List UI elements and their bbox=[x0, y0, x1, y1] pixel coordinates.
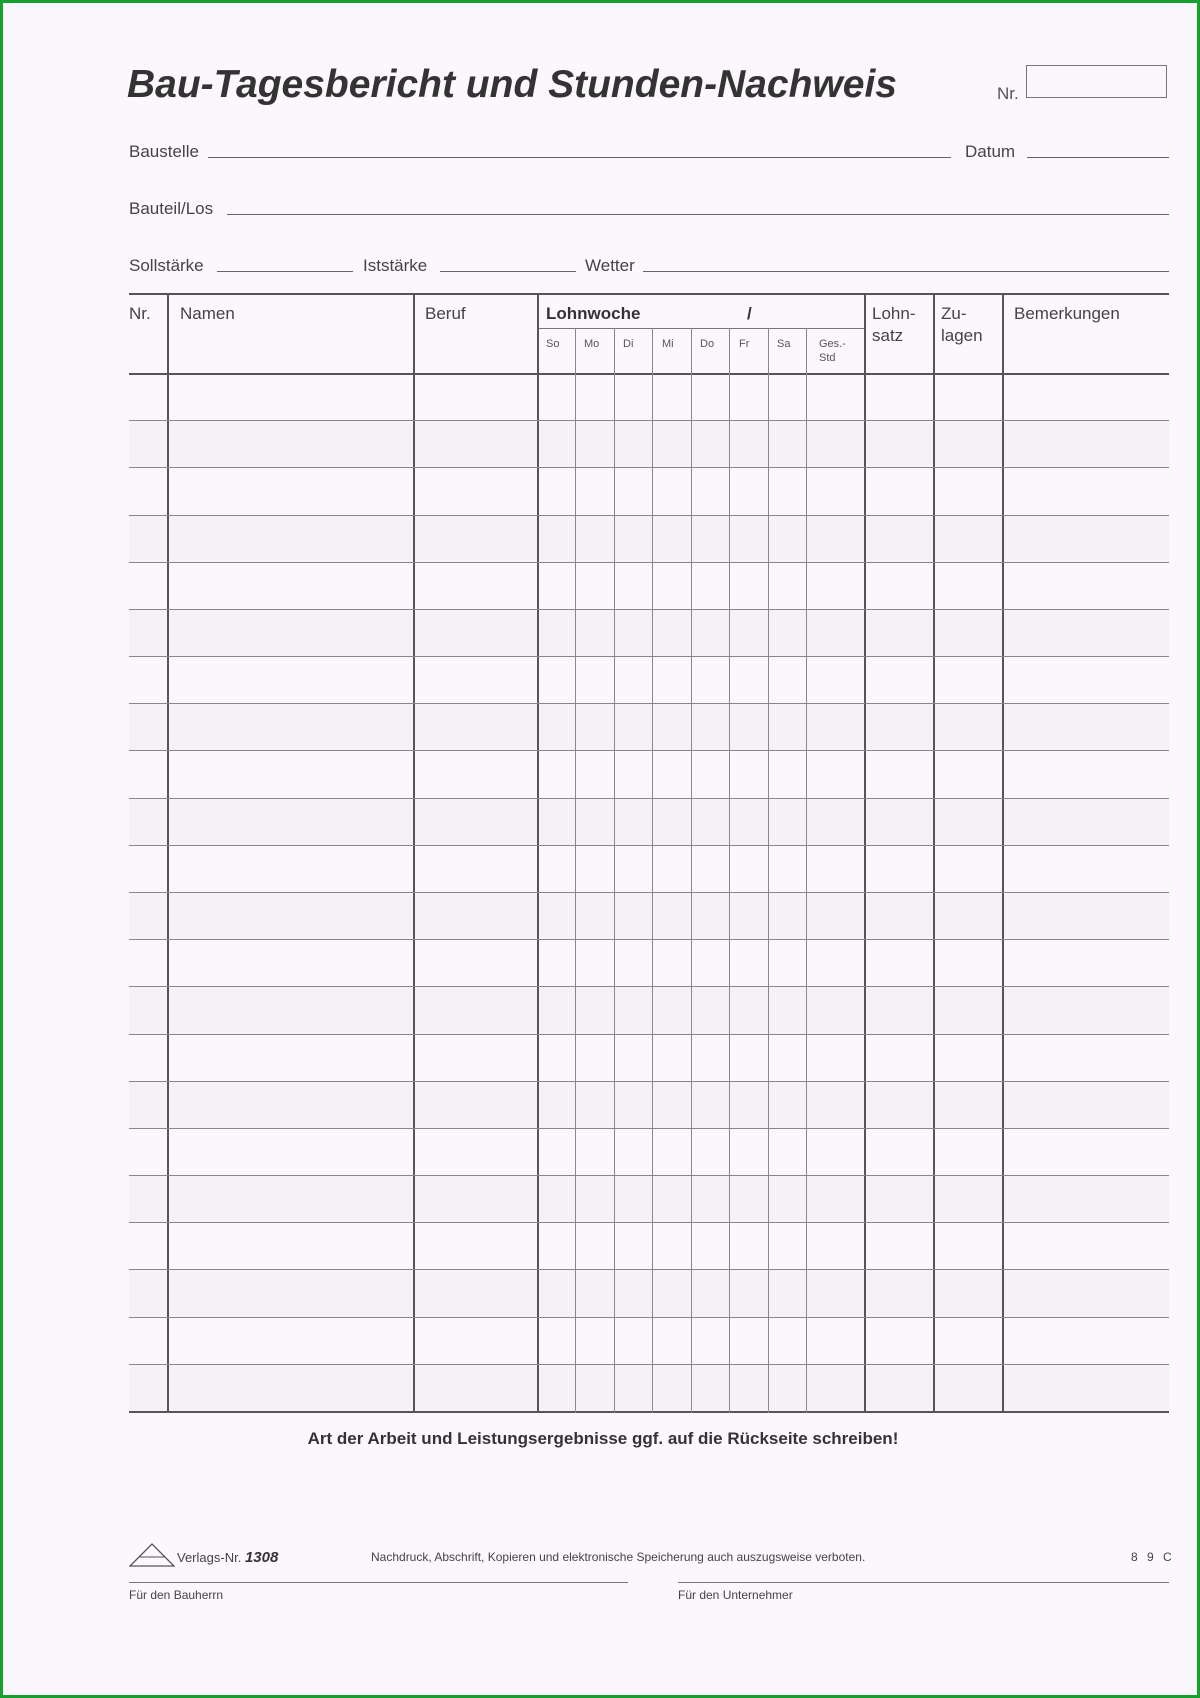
table-row[interactable] bbox=[129, 1035, 1169, 1081]
table-header-border bbox=[129, 373, 1169, 375]
header-beruf: Beruf bbox=[425, 304, 466, 323]
table-top-border bbox=[129, 293, 1169, 295]
day-ges-line2: Std bbox=[819, 352, 836, 364]
datum-label: Datum bbox=[965, 142, 1016, 161]
sollstaerke-field[interactable] bbox=[217, 271, 353, 272]
header-lohnwoche-separator: / bbox=[747, 304, 752, 323]
iststaerke-label: Iststärke bbox=[363, 256, 428, 275]
verlag-info bbox=[177, 1549, 278, 1566]
signature-label-bauherr: Für den Bauherrn bbox=[129, 1588, 224, 1602]
table-row-divider bbox=[129, 1128, 1169, 1129]
table-row[interactable] bbox=[129, 468, 1169, 514]
signature-line-bauherr[interactable] bbox=[129, 1582, 628, 1583]
publisher-logo-icon bbox=[129, 1543, 175, 1567]
table-row[interactable] bbox=[129, 893, 1169, 939]
table-row-divider bbox=[129, 1222, 1169, 1223]
day-col-divider bbox=[768, 328, 769, 1413]
table-row-divider bbox=[129, 1317, 1169, 1318]
header-namen: Namen bbox=[180, 304, 235, 323]
table-row[interactable] bbox=[129, 1318, 1169, 1364]
bauteil-label: Bauteil/Los bbox=[129, 199, 214, 218]
table-row[interactable] bbox=[129, 987, 1169, 1033]
header-lohnsatz-line1: Lohn- bbox=[872, 304, 916, 323]
back-side-note: Art der Arbeit und Leistungsergebnisse ggf. auf die Rückseite schreiben! bbox=[307, 1429, 899, 1448]
bauteil-field[interactable] bbox=[227, 214, 1169, 215]
table-row-divider bbox=[129, 1269, 1169, 1270]
header-bemerkungen: Bemerkungen bbox=[1014, 304, 1120, 323]
table-row[interactable] bbox=[129, 1129, 1169, 1175]
table-row[interactable] bbox=[129, 421, 1169, 467]
table-row-divider bbox=[129, 515, 1169, 516]
table-row-divider bbox=[129, 562, 1169, 563]
table-row[interactable] bbox=[129, 610, 1169, 656]
table-row[interactable] bbox=[129, 799, 1169, 845]
day-do: Do bbox=[700, 338, 715, 350]
col-divider bbox=[1002, 293, 1004, 1413]
header-zulagen-line2: lagen bbox=[941, 326, 983, 345]
table-row[interactable] bbox=[129, 1176, 1169, 1222]
day-ges-line1: Ges.- bbox=[819, 338, 846, 350]
day-fr: Fr bbox=[739, 338, 750, 350]
baustelle-label: Baustelle bbox=[129, 142, 199, 161]
table-row-divider bbox=[129, 892, 1169, 893]
header-nr: Nr. bbox=[129, 304, 151, 323]
header-lohnsatz-line2: satz bbox=[872, 326, 904, 345]
table-row-divider bbox=[129, 420, 1169, 421]
table-row[interactable] bbox=[129, 657, 1169, 703]
wetter-field[interactable] bbox=[643, 271, 1169, 272]
col-divider bbox=[167, 293, 169, 1413]
header-zulagen-line1: Zu- bbox=[941, 304, 967, 323]
table-row-divider bbox=[129, 1034, 1169, 1035]
header-lohnwoche: Lohnwoche bbox=[546, 304, 641, 323]
table-row[interactable] bbox=[129, 751, 1169, 797]
day-sa: Sa bbox=[777, 338, 791, 350]
day-col-divider bbox=[729, 328, 730, 1413]
day-col-divider bbox=[614, 328, 615, 1413]
iststaerke-field[interactable] bbox=[440, 271, 576, 272]
table-row-divider bbox=[129, 467, 1169, 468]
nr-field[interactable] bbox=[1026, 65, 1167, 98]
table-row[interactable] bbox=[129, 846, 1169, 892]
wetter-label: Wetter bbox=[585, 256, 635, 275]
table-row[interactable] bbox=[129, 704, 1169, 750]
col-divider bbox=[933, 293, 935, 1413]
hours-table bbox=[129, 293, 1169, 1413]
day-so: So bbox=[546, 338, 560, 350]
col-divider bbox=[413, 293, 415, 1413]
day-col-divider bbox=[691, 328, 692, 1413]
day-col-divider bbox=[652, 328, 653, 1413]
day-col-divider bbox=[806, 328, 807, 1413]
table-row-divider bbox=[129, 656, 1169, 657]
table-row-divider bbox=[129, 703, 1169, 704]
day-col-divider bbox=[575, 328, 576, 1413]
table-row[interactable] bbox=[129, 1223, 1169, 1269]
table-row[interactable] bbox=[129, 563, 1169, 609]
baustelle-field[interactable] bbox=[208, 157, 951, 158]
signature-line-unternehmer[interactable] bbox=[678, 1582, 1169, 1583]
day-di: Di bbox=[623, 338, 634, 350]
datum-field[interactable] bbox=[1027, 157, 1169, 158]
table-row[interactable] bbox=[129, 374, 1169, 420]
verlag-label: Verlags-Nr. bbox=[177, 1550, 242, 1565]
table-bottom-border bbox=[129, 1411, 1169, 1413]
nr-label: Nr. bbox=[997, 84, 1019, 103]
page-title: Bau-Tagesbericht und Stunden-Nachweis bbox=[127, 63, 897, 106]
table-row[interactable] bbox=[129, 516, 1169, 562]
table-row-divider bbox=[129, 1364, 1169, 1365]
table-row-divider bbox=[129, 750, 1169, 751]
verlag-number: 1308 bbox=[244, 1549, 279, 1566]
sollstaerke-label: Sollstärke bbox=[129, 256, 204, 275]
signature-label-unternehmer: Für den Unternehmer bbox=[678, 1588, 793, 1602]
col-divider bbox=[537, 293, 539, 1413]
day-mi: Mi bbox=[662, 338, 674, 350]
table-row-divider bbox=[129, 609, 1169, 610]
table-row[interactable] bbox=[129, 940, 1169, 986]
table-row-divider bbox=[129, 845, 1169, 846]
table-row-divider bbox=[129, 939, 1169, 940]
form-code: 8 9 C bbox=[1131, 1550, 1175, 1564]
table-row[interactable] bbox=[129, 1082, 1169, 1128]
table-row[interactable] bbox=[129, 1270, 1169, 1316]
day-mo: Mo bbox=[584, 338, 600, 350]
table-row[interactable] bbox=[129, 1365, 1169, 1411]
copyright-notice: Nachdruck, Abschrift, Kopieren und elektronische Speicherung auch auszugsweise verboten. bbox=[371, 1550, 866, 1564]
table-row-divider bbox=[129, 1081, 1169, 1082]
table-row-divider bbox=[129, 1175, 1169, 1176]
table-row-divider bbox=[129, 986, 1169, 987]
table-row-divider bbox=[129, 798, 1169, 799]
col-divider bbox=[864, 293, 866, 1413]
lohnwoche-divider bbox=[537, 328, 864, 329]
